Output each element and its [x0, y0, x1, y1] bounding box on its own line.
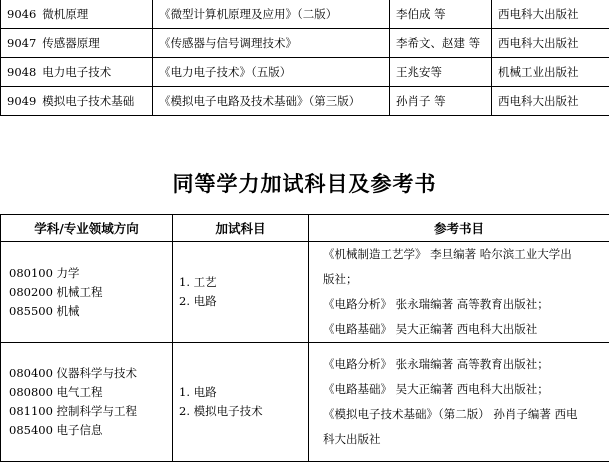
reference-item: 《机械制造工艺学》 李旦编著 哈尔滨工业大学出	[323, 247, 572, 261]
author: 孙肖子 等	[390, 87, 492, 116]
course-table	[0, 0, 609, 116]
table-row	[1, 343, 609, 462]
reference-item: 《电路基础》 吴大正编著 西电科大出版社；	[323, 382, 549, 396]
field-item: 080800 电气工程	[9, 385, 103, 399]
course-cell	[1, 0, 153, 29]
field-cell	[1, 343, 173, 462]
reference-item: 《模拟电子技术基础》（第二版） 孙肖子编著 西电	[323, 407, 578, 421]
publisher: 机械工业出版社	[492, 58, 609, 87]
publisher: 西电科大出版社	[492, 29, 609, 58]
header-field: 学科/专业领域方向	[1, 215, 173, 242]
field-item: 081100 控制科学与工程	[9, 404, 138, 418]
reference-item: 《电路基础》 吴大正编著 西电科大出版社	[323, 322, 538, 336]
course-name: 电力电子技术	[42, 65, 112, 79]
author: 李伯成 等	[390, 0, 492, 29]
reference-item: 版社；	[323, 272, 358, 286]
book-title: 《传感器与信号调理技术》	[153, 29, 390, 58]
author: 李希文、赵建 等	[390, 29, 492, 58]
field-item: 080100 力学	[9, 265, 80, 280]
subject-item: 2. 电路	[179, 294, 217, 308]
header-subject: 加试科目	[173, 215, 309, 242]
field-item: 080400 仪器科学与技术	[9, 366, 138, 380]
supplementary-exam-table	[0, 214, 609, 462]
course-code: 9046	[7, 7, 37, 21]
section-title: 同等学力加试科目及参考书	[172, 172, 437, 196]
course-name: 微机原理	[42, 7, 89, 21]
subject-item: 1. 工艺	[179, 275, 217, 289]
field-cell	[1, 242, 173, 343]
course-name: 模拟电子技术基础	[42, 94, 135, 108]
course-code: 9049	[7, 94, 37, 108]
table-row	[1, 87, 609, 116]
reference-item: 《电路分析》 张永瑞编著 高等教育出版社；	[323, 297, 549, 311]
reference-item: 《电路分析》 张永瑞编著 高等教育出版社；	[323, 357, 549, 371]
field-item: 085500 机械	[9, 303, 80, 318]
book-title: 《电力电子技术》（五版）	[153, 58, 390, 87]
table-row	[1, 242, 609, 343]
reference-cell	[309, 343, 609, 462]
book-title: 《微型计算机原理及应用》（二版）	[153, 0, 390, 29]
header-reference: 参考书目	[309, 215, 609, 242]
table-row	[1, 29, 609, 58]
field-item: 080200 机械工程	[9, 284, 103, 299]
course-cell	[1, 58, 153, 87]
course-cell	[1, 87, 153, 116]
publisher: 西电科大出版社	[492, 0, 609, 29]
reference-cell	[309, 242, 609, 343]
header-row	[1, 215, 609, 242]
course-cell	[1, 29, 153, 58]
subject-cell	[173, 343, 309, 462]
subject-item: 2. 模拟电子技术	[179, 404, 263, 418]
publisher: 西电科大出版社	[492, 87, 609, 116]
course-code: 9048	[7, 65, 37, 79]
table-row	[1, 58, 609, 87]
book-title: 《模拟电子电路及技术基础》（第三版）	[153, 87, 390, 116]
table-row	[1, 0, 609, 29]
author: 王兆安等	[390, 58, 492, 87]
subject-item: 1. 电路	[179, 385, 217, 399]
reference-item: 科大出版社	[323, 432, 381, 446]
field-item: 085400 电子信息	[9, 423, 103, 437]
subject-cell	[173, 242, 309, 343]
course-name: 传感器原理	[42, 36, 100, 50]
course-code: 9047	[7, 36, 37, 50]
